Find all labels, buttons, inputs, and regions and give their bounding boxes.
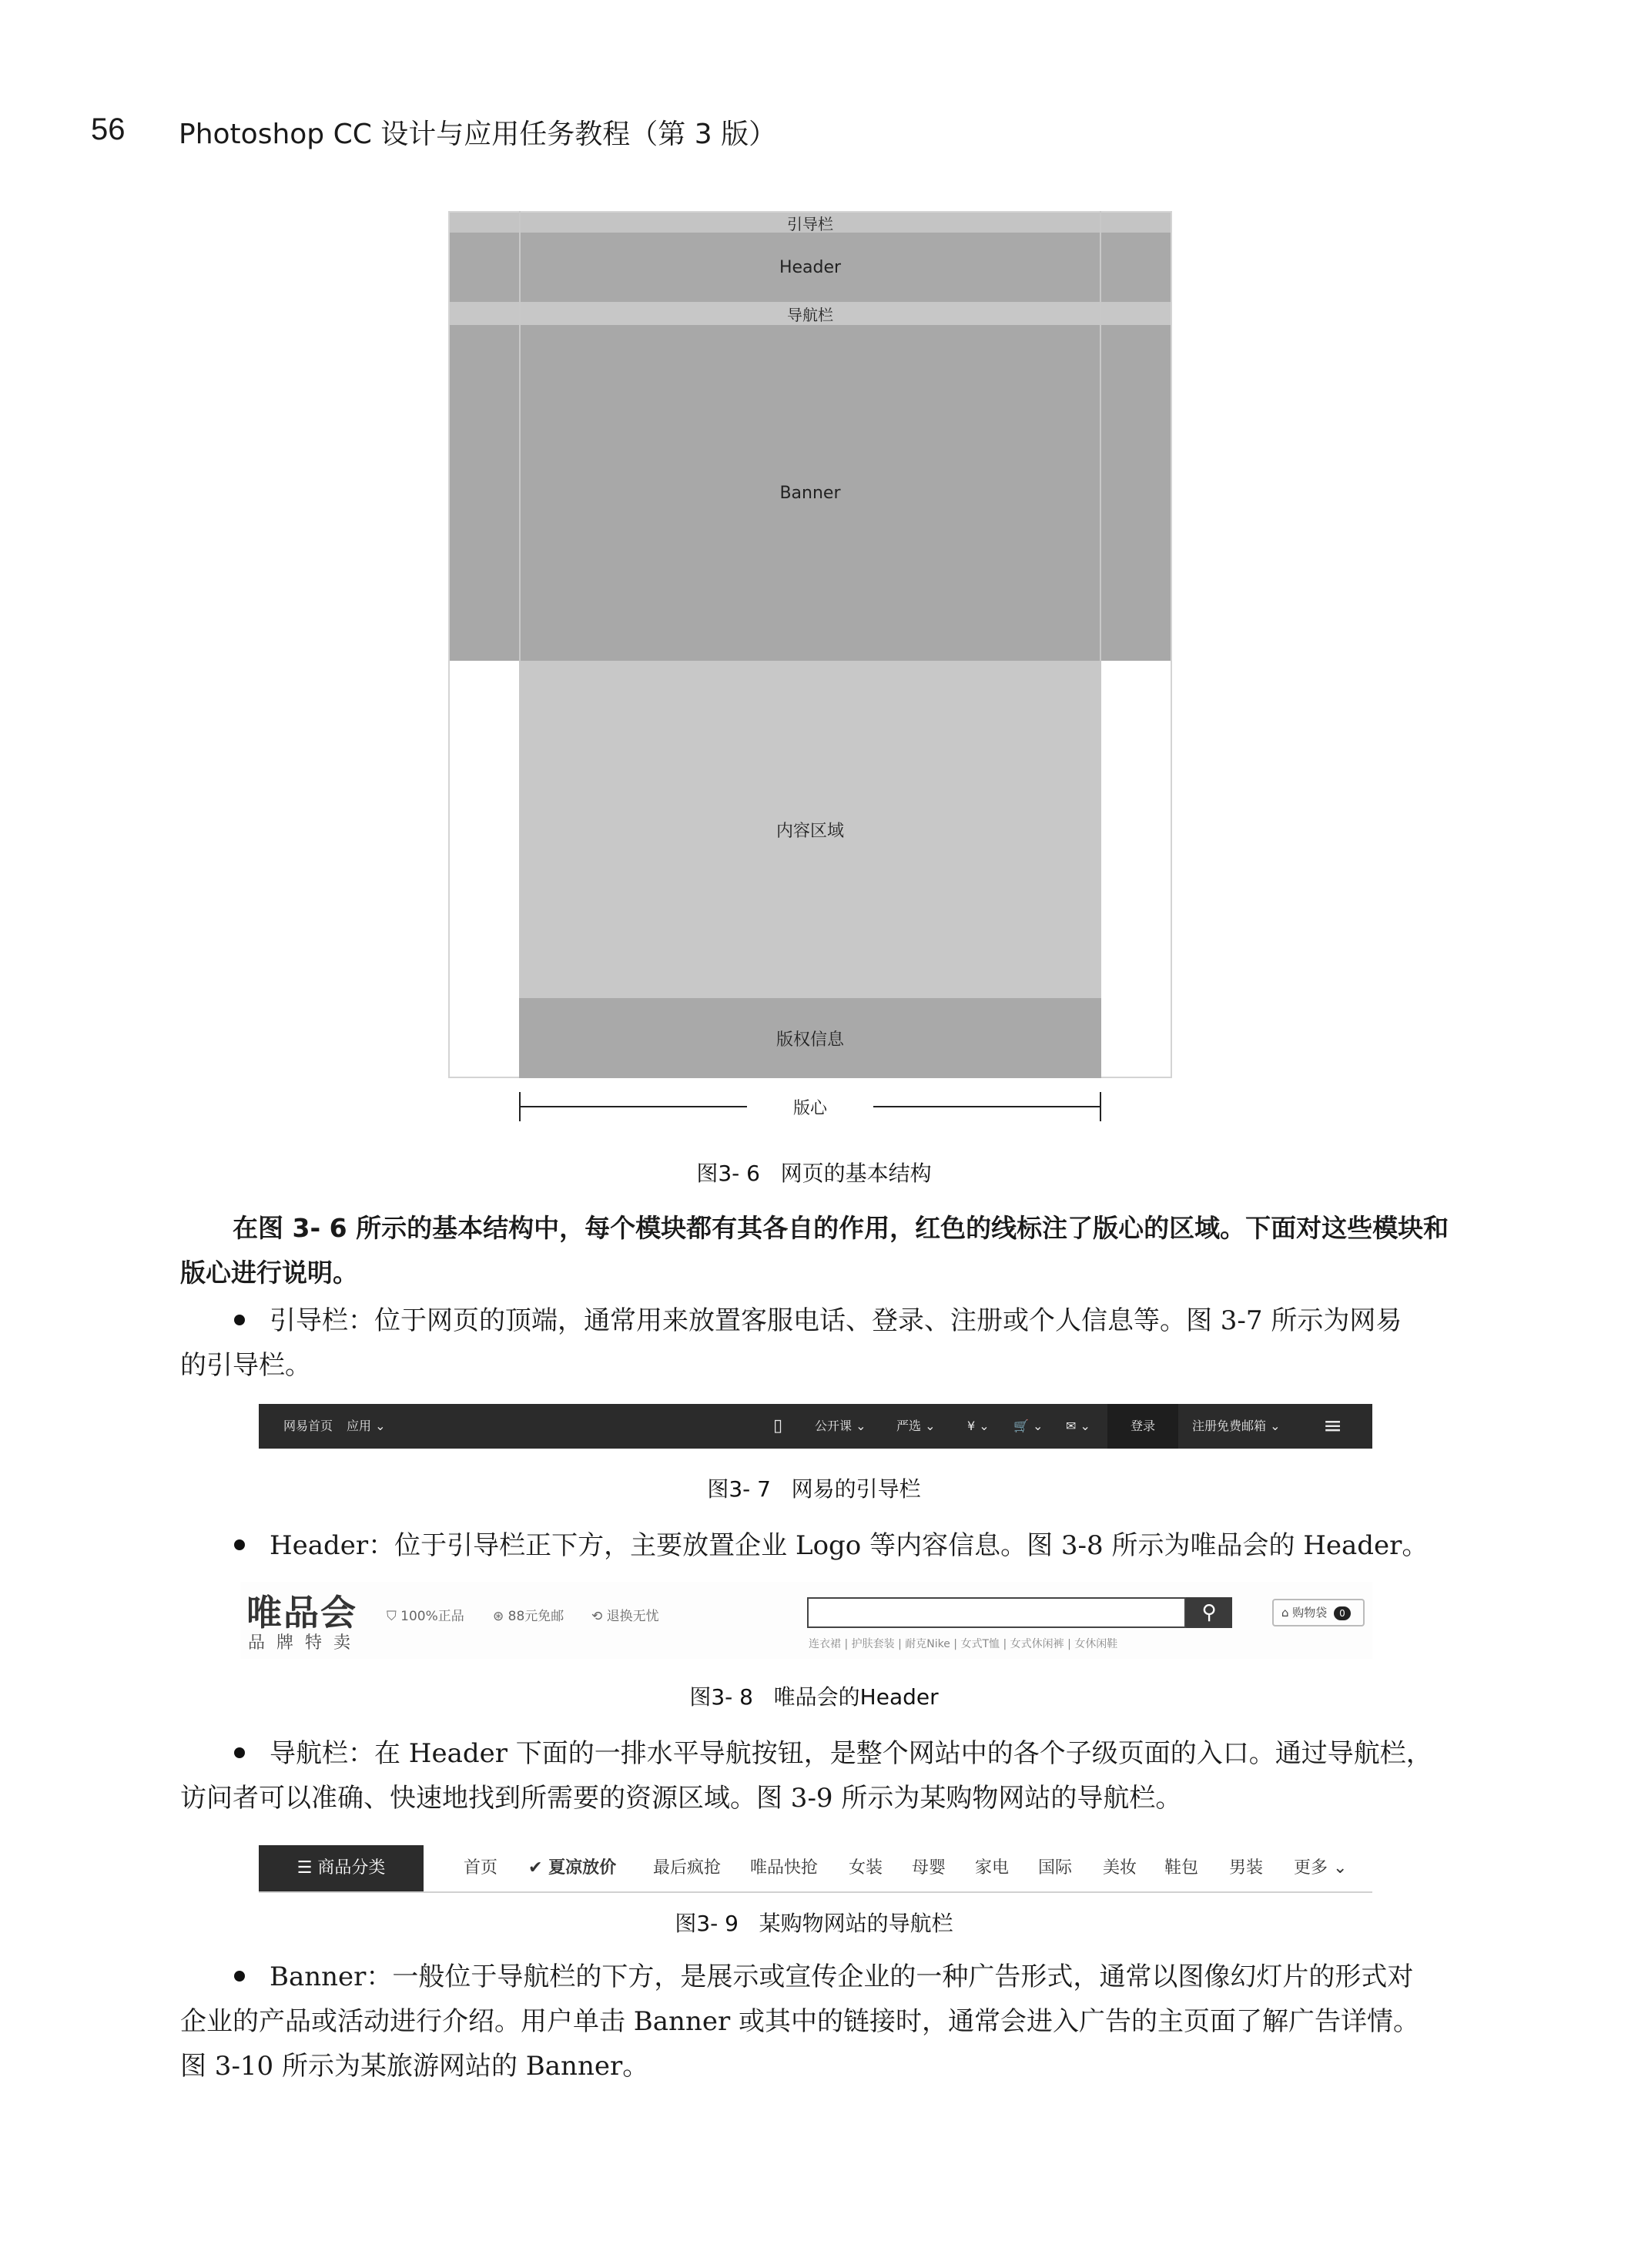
bullet-header [180,1523,1459,1568]
content-area-block: 内容区域 [519,661,1101,998]
bullet-icon [234,1747,245,1758]
bullet-icon [234,1539,245,1550]
nav-item-more[interactable]: 更多 ⌄ [1294,1858,1348,1878]
bullet-guide-bar [180,1298,1459,1388]
book-title: Photoshop CC 设计与应用任务教程（第 3 版） [179,119,777,150]
nav-item-summer[interactable]: ✔ 夏凉放价 [528,1858,617,1878]
bullet-nav-bar-line1: 导航栏：在 Header 下面的一排水平导航按钮，是整个网站中的各个子级页面的入口。通过导航栏， [270,1738,1432,1769]
nav-item-baby[interactable]: 母婴 [912,1858,946,1878]
hot-word[interactable]: 女休闲鞋 [1074,1638,1118,1650]
nav163-yanxuan[interactable]: 严选 ⌄ [896,1419,936,1433]
list-icon: ☰ [296,1858,318,1878]
shield-icon: ⛉ [387,1609,401,1624]
nav-item-home[interactable]: 首页 [464,1858,498,1878]
vip-logo[interactable]: 唯品会 [246,1592,357,1633]
page-number: 56 [91,112,126,146]
vip-logo-sub: 品 牌 特 卖 [248,1633,353,1653]
nav-item-flash[interactable]: 唯品快抢 [750,1858,819,1878]
phone-icon[interactable]: ▯ [773,1416,783,1436]
bullet-guide-bar-line2: 的引导栏。 [180,1350,311,1381]
layout-center-right-line [1100,211,1101,661]
figure-3-8-vip-header [240,1582,1372,1659]
nav-item-beauty[interactable]: 美妆 [1103,1858,1137,1878]
vip-badge-returns: ⟲ 退换无忧 [591,1609,659,1624]
copyright-block: 版权信息 [519,998,1101,1078]
guide-bar-block: 引导栏 [450,213,1171,233]
intro-paragraph: 在图 3- 6 所示的基本结构中，每个模块都有其各自的作用，红色的线标注了版心的区域。下面对这些模块和版心进行说明。 [180,1213,1449,1288]
hot-word[interactable]: 护肤套装 [851,1638,895,1650]
figure-3-6-diagram [448,211,1172,1135]
hot-word[interactable]: 女式T恤 [960,1638,1000,1650]
nav163-login[interactable]: 登录 [1107,1404,1178,1449]
figure-3-7-163-bar [259,1404,1372,1449]
figure-3-9-shop-nav [259,1845,1372,1893]
bullet-guide-bar-line1: 引导栏：位于网页的顶端，通常用来放置客服电话、登录、注册或个人信息等。图 3-7 所示为网易 [270,1305,1402,1336]
vip-badge-shipping: ⊛ 88元免邮 [493,1609,564,1624]
figure-3-7-caption: 图3- 7 网易的引导栏 [707,1476,921,1502]
vip-hot-words: 连衣裙 | 护肤套装 | 耐克Nike | 女式T恤 | 女式休闲裤 | 女休闲鞋 [809,1638,1118,1650]
nav-item-international[interactable]: 国际 [1038,1858,1073,1878]
layout-center-label: 版心 [792,1099,827,1118]
bullet-icon [234,1971,245,1982]
vip-badge-genuine: ⛉ 100%正品 [387,1609,464,1624]
nav163-mail[interactable]: ✉ ⌄ [1066,1419,1090,1433]
figure-3-8-caption: 图3- 8 唯品会的Header [689,1684,939,1710]
bullet-header-line1: Header：位于引导栏正下方，主要放置企业 Logo 等内容信息。图 3-8 所示为唯品会的 Header。 [270,1530,1429,1561]
bullet-nav-bar [180,1731,1459,1821]
refresh-icon: ⟲ [591,1609,607,1624]
banner-block: Banner [450,325,1171,661]
bullet-banner [180,1955,1459,2089]
vip-search-button[interactable] [1186,1597,1232,1628]
nav163-register[interactable]: 注册免费邮箱 ⌄ [1192,1419,1281,1433]
bullet-banner-line3: 图 3-10 所示为某旅游网站的 Banner。 [180,2051,649,2082]
bullet-nav-bar-line2: 访问者可以准确、快速地找到所需要的资源区域。图 3-9 所示为某购物网站的导航栏。 [180,1783,1182,1814]
nav-item-men[interactable]: 男装 [1229,1858,1264,1878]
nav-item-last-chance[interactable]: 最后疯抢 [653,1858,722,1878]
nav163-pay[interactable]: ¥ ⌄ [967,1419,990,1433]
nav-item-bags[interactable]: 鞋包 [1164,1858,1199,1878]
nav163-apps[interactable]: 应用 ⌄ [347,1419,386,1433]
category-button[interactable]: ☰ 商品分类 [259,1845,424,1891]
vip-cart-button[interactable]: ⌂ 购物袋 0 [1272,1599,1365,1626]
bullet-icon [234,1315,245,1325]
cart-count-badge: 0 [1334,1606,1351,1620]
nav-bar-block: 导航栏 [450,302,1171,325]
layout-center-left-line [519,211,521,661]
hot-word[interactable]: 连衣裙 [809,1638,841,1650]
nav163-home[interactable]: 网易首页 [283,1419,333,1433]
nav-item-appliance[interactable]: 家电 [975,1858,1010,1878]
coin-icon: ⊛ [493,1609,508,1624]
figure-3-9-caption: 图3- 9 某购物网站的导航栏 [675,1911,953,1936]
badge-icon: ✔ [528,1858,549,1878]
nav163-cart[interactable]: 🛒 ⌄ [1013,1419,1043,1433]
nav-item-women[interactable]: 女装 [849,1858,883,1878]
search-icon: ⚲ [1201,1601,1217,1624]
bullet-banner-line2: 企业的产品或活动进行介绍。用户单击 Banner 或其中的链接时，通常会进入广告的主页面了解广告详情。 [180,2006,1420,2037]
layout-center-dimension [519,1086,1101,1124]
hot-word[interactable]: 女式休闲裤 [1010,1638,1064,1650]
hot-word[interactable]: 耐克Nike [905,1638,950,1650]
figure-3-6-caption: 图3- 6 网页的基本结构 [696,1161,932,1186]
header-block: Header [450,233,1171,302]
bag-icon: ⌂ [1281,1606,1293,1620]
menu-icon[interactable]: ≡ [1323,1412,1343,1439]
vip-search-input[interactable] [807,1597,1186,1628]
bullet-banner-line1: Banner：一般位于导航栏的下方，是展示或宣传企业的一种广告形式，通常以图像幻灯片的形式对 [270,1961,1414,1992]
nav163-open-course[interactable]: 公开课 ⌄ [815,1419,866,1433]
